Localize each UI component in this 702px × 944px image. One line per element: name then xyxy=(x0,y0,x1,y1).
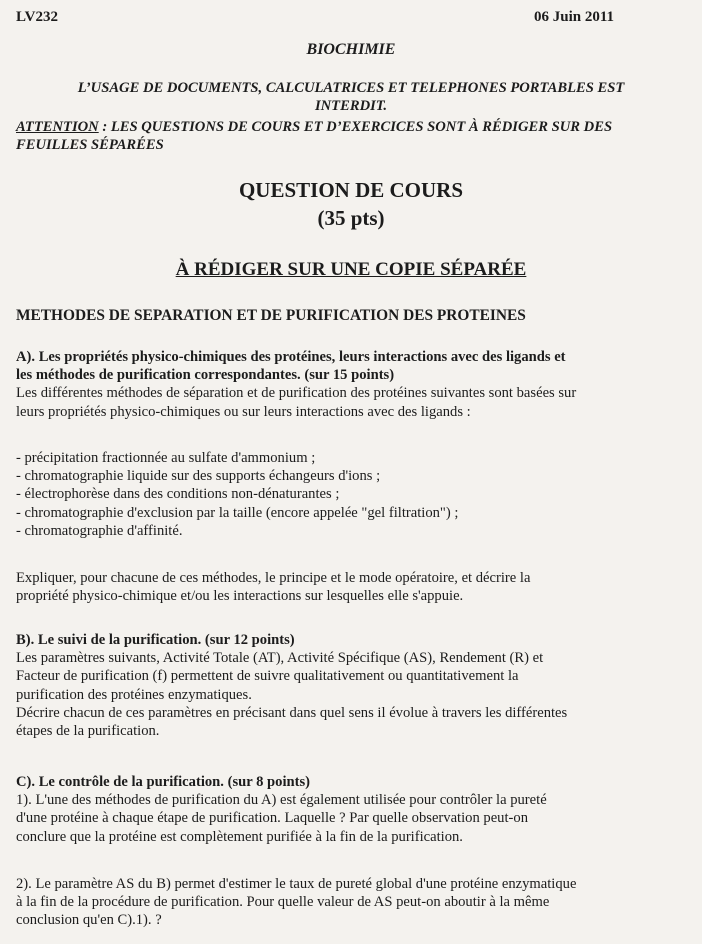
section-b xyxy=(16,631,696,740)
method-list xyxy=(16,449,696,540)
list-item: - chromatographie d'affinité. xyxy=(16,522,183,539)
section-a-intro-1: Les différentes méthodes de séparation et de purification des protéines suivantes sont basées sur xyxy=(16,385,577,402)
rule-line-2: INTERDIT. xyxy=(314,98,388,114)
subject-title: BIOCHIMIE xyxy=(306,41,396,58)
section-a xyxy=(16,348,696,421)
section-b-line-5: étapes de la purification. xyxy=(16,723,160,740)
section-c xyxy=(16,773,696,846)
section-a-outro-1: Expliquer, pour chacune de ces méthodes, le principe et le mode opératoire, et décrire la xyxy=(16,570,531,586)
section-a-heading-2: les méthodes de purification correspondantes. (sur 15 points) xyxy=(16,367,395,384)
list-item: - chromatographie liquide sur des supports échangeurs d'ions ; xyxy=(16,468,381,485)
section-c-q2-line-3: conclusion qu'en C).1). ? xyxy=(16,912,162,929)
rule-line-1: L’USAGE DE DOCUMENTS, CALCULATRICES ET TELEPHONES PORTABLES EST xyxy=(77,80,625,96)
section-c-q1-line-1: 1). L'une des méthodes de purification du A) est également utilisée pour contrôler la pureté xyxy=(16,792,547,809)
list-item: - précipitation fractionnée au sulfate d'ammonium ; xyxy=(16,450,316,466)
section-b-line-4: Décrire chacun de ces paramètres en précisant dans quel sens il évolue à travers les différentes xyxy=(16,704,568,721)
list-item: - chromatographie d'exclusion par la taille (encore appelée "gel filtration") ; xyxy=(16,504,459,521)
section-a-intro-2: leurs propriétés physico-chimiques ou sur leurs interactions avec des ligands : xyxy=(16,403,471,420)
exam-date: 06 Juin 2011 xyxy=(534,9,615,25)
section-a-outro-2: propriété physico-chimique et/ou les interactions sur lesquelles elle s'appuie. xyxy=(16,588,464,605)
attention-text: : LES QUESTIONS DE COURS ET D’EXERCICES SONT À RÉDIGER SUR DES xyxy=(98,119,613,135)
section-b-line-3: purification des protéines enzymatiques. xyxy=(16,686,252,703)
section-c-q1-line-3: conclure que la protéine est complètement purifiée à la fin de la purification. xyxy=(16,828,463,845)
section-b-line-2: Facteur de purification (f) permettent de suivre qualitativement ou quantitativement la xyxy=(16,668,519,685)
section-a-outro xyxy=(16,569,696,605)
topic-heading: METHODES DE SEPARATION ET DE PURIFICATION DES PROTEINES xyxy=(16,307,526,324)
section-c-q1-line-2: d'une protéine à chaque étape de purification. Laquelle ? Par quelle observation peut-on xyxy=(16,810,528,827)
attention-label: ATTENTION xyxy=(16,119,99,135)
attention-line xyxy=(16,118,612,136)
section-c-heading: C). Le contrôle de la purification. (sur 8 points) xyxy=(16,774,311,790)
section-a-heading-1: A). Les propriétés physico-chimiques des protéines, leurs interactions avec des ligands et xyxy=(16,349,566,365)
course-code: LV232 xyxy=(16,9,58,25)
attention-line-2: FEUILLES SÉPARÉES xyxy=(16,137,164,153)
instruction-heading: À RÉDIGER SUR UNE COPIE SÉPARÉE xyxy=(175,259,527,280)
section-c-q2 xyxy=(16,875,696,930)
question-title: QUESTION DE COURS xyxy=(238,178,464,202)
question-points: (35 pts) xyxy=(317,206,385,230)
section-c-q2-line-1: 2). Le paramètre AS du B) permet d'estimer le taux de pureté global d'une protéine enzymatique xyxy=(16,876,577,892)
section-c-q2-line-2: à la fin de la procédure de purification. Pour quelle valeur de AS peut-on aboutir à la même xyxy=(16,894,550,911)
list-item: - électrophorèse dans des conditions non-dénaturantes ; xyxy=(16,486,340,503)
section-b-line-1: Les paramètres suivants, Activité Totale (AT), Activité Spécifique (AS), Rendement (R) et xyxy=(16,650,544,667)
section-b-heading: B). Le suivi de la purification. (sur 12 points) xyxy=(16,632,295,648)
